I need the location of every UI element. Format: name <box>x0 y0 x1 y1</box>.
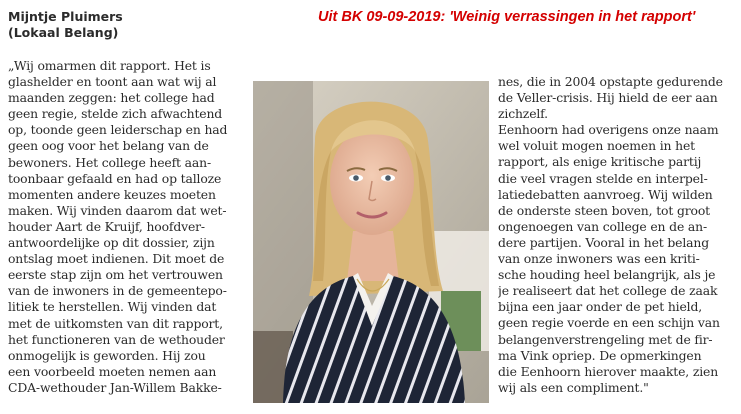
text-line: „Wij omarmen dit rapport. Het is <box>8 58 211 73</box>
left-column <box>8 58 246 396</box>
text-line: CDA-wethouder Jan-Willem Bakke- <box>8 379 222 395</box>
text-line: eerste stap zijn om het vertrouwen <box>8 267 223 283</box>
text-line: latiedebatten aanvroeg. Wij wilden <box>498 186 713 202</box>
text-line: de Veller-crisis. Hij hield de eer aan <box>498 90 718 106</box>
text-line: nes, die in 2004 opstapte gedurende <box>498 74 723 89</box>
text-line: onmogelijk is geworden. Hij zou <box>8 347 206 363</box>
text-line: geen regie, stelde zich afwachtend <box>8 106 223 122</box>
text-line: antwoordelijke op dit dossier, zijn <box>8 235 215 251</box>
text-line: geen oog voor het belang van de <box>8 138 209 154</box>
text-line: bijna een jaar onder de pet hield, <box>498 299 703 315</box>
right-column <box>498 74 736 396</box>
text-line: wel voluit mogen noemen in het <box>498 138 695 154</box>
text-line: geen regie voerde en een schijn van <box>498 315 720 331</box>
author-name: Mijntje Pluimers <box>8 9 123 24</box>
text-line: een voorbeeld moeten nemen aan <box>8 363 217 379</box>
text-line: litiek te herstellen. Wij vinden dat <box>8 299 217 315</box>
text-line: momenten andere keuzes moeten <box>8 186 216 202</box>
text-line: Eenhoorn had overigens onze naam <box>498 122 719 138</box>
text-line: ontslag moet indienen. Dit moet de <box>8 251 225 267</box>
text-line: die Eenhoorn hierover maakte, zien <box>498 363 719 379</box>
text-line: het functioneren van de wethouder <box>8 331 225 347</box>
text-line: van de inwoners in de gemeentepo- <box>8 283 227 299</box>
portrait-photo <box>253 81 489 403</box>
text-line: bewoners. Het college heeft aan- <box>8 154 212 170</box>
text-line: van onze inwoners was een kriti- <box>498 251 700 267</box>
text-line: die veel vragen stelde en interpel- <box>498 170 708 186</box>
text-line: sche houding heel belangrijk, als je <box>498 267 716 283</box>
text-line: glashelder en toont aan wat wij al <box>8 74 217 90</box>
text-line: maanden zeggen: het college had <box>8 90 215 106</box>
text-line: zichzelf. <box>498 106 548 122</box>
headline: Uit BK 09-09-2019: 'Weinig verrassingen in het rapport' <box>318 9 696 25</box>
text-line: op, toonde geen leiderschap en had <box>8 122 228 138</box>
portrait-illustration <box>253 81 489 403</box>
text-line: ongenoegen van college en de an- <box>498 218 708 234</box>
text-line: met de uitkomsten van dit rapport, <box>8 315 223 331</box>
text-line: belangenverstrengeling met de fir- <box>498 331 713 347</box>
text-line: de onderste steen boven, tot groot <box>498 202 710 218</box>
text-line: rapport, als enige kritische partij <box>498 154 702 170</box>
text-line: ma Vink opriep. De opmerkingen <box>498 347 702 363</box>
text-line: toonbaar gefaald en had op talloze <box>8 170 222 186</box>
text-line: dere partijen. Vooral in het belang <box>498 234 710 250</box>
text-line: wij als een compliment." <box>498 379 649 395</box>
text-line: je realiseert dat het college de zaak <box>498 283 718 299</box>
text-line: maken. Wij vinden daarom dat wet- <box>8 202 227 218</box>
author-party: (Lokaal Belang) <box>8 25 119 40</box>
byline <box>8 9 123 41</box>
text-line: houder Aart de Kruijf, hoofdver- <box>8 218 205 234</box>
